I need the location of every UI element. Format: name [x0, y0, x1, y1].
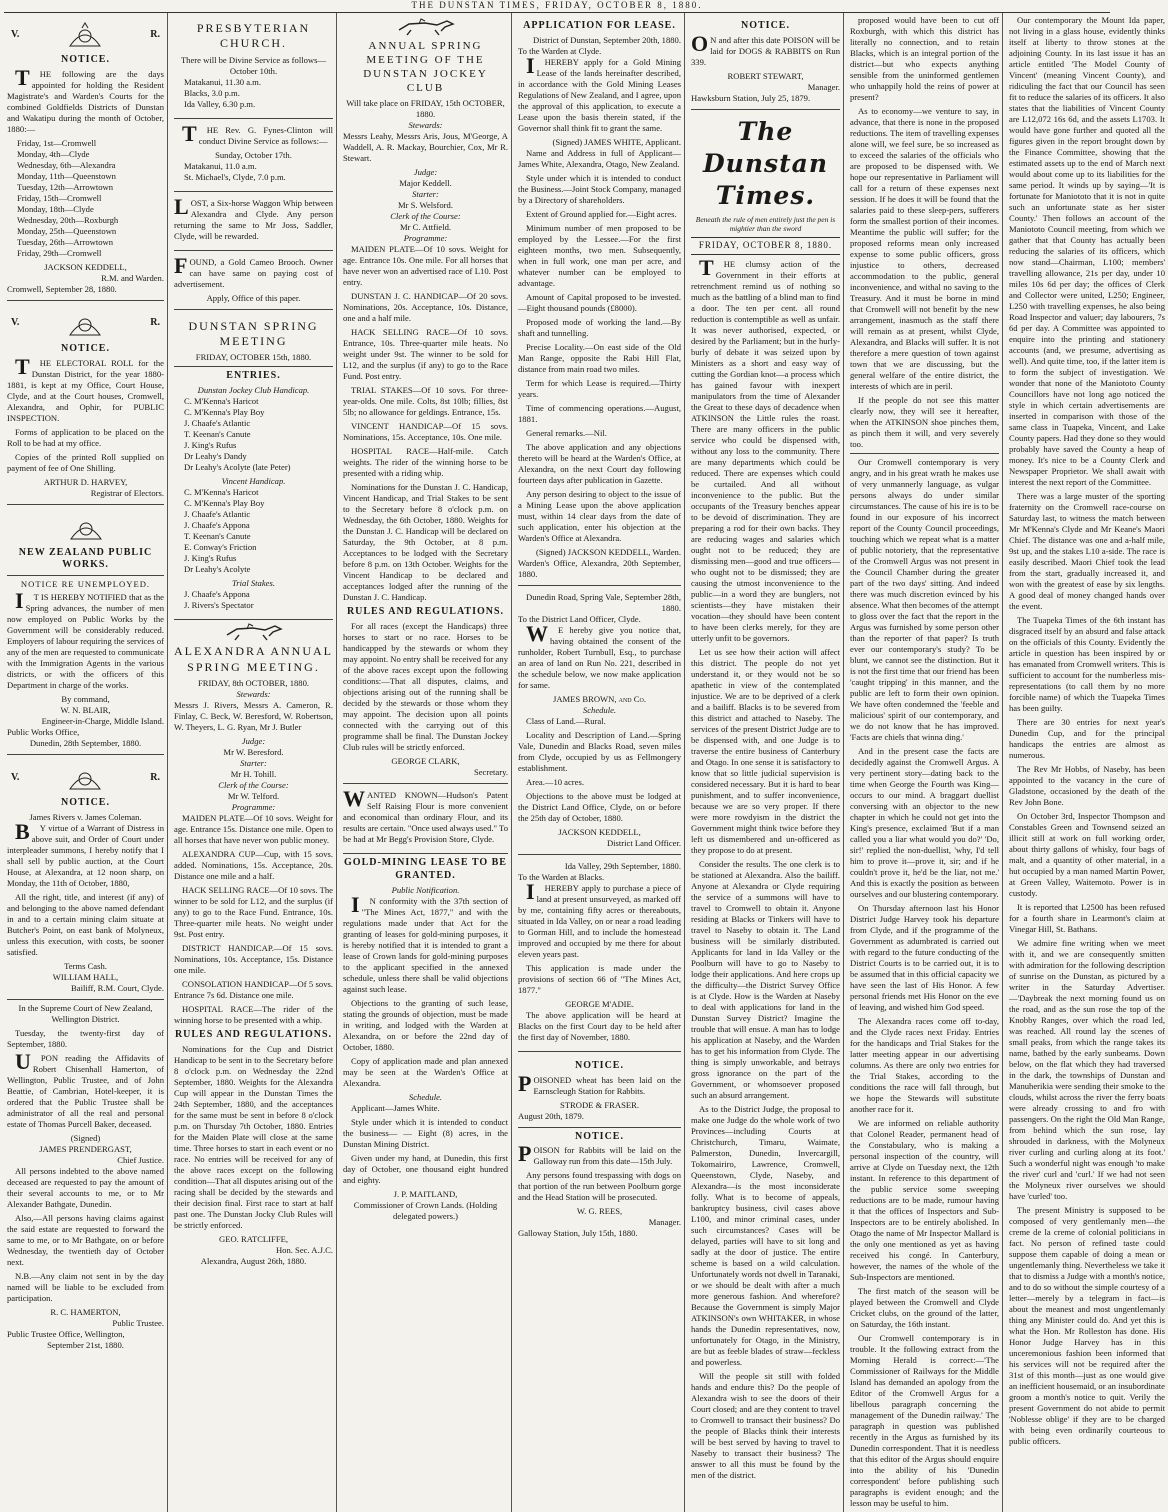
notice-body: Forms of application to be placed on the Roll to be had at my office.: [7, 426, 164, 448]
notice-subheading: NOTICE RE UNEMPLOYED.: [20, 579, 151, 590]
signed: (Signed): [70, 1132, 101, 1143]
royal-arms-icon: [64, 309, 106, 339]
starter-name: Mr H. Tohill.: [230, 768, 277, 779]
news-paragraph: There are 30 entries for next year's Dunedin Cup, and for the principal handicaps the entries are almost as numerous.: [1009, 717, 1165, 760]
notice-body: Precise Locality.—On east side of the Old Man Range, opposite the Rabi Hill Flat, distance from main road two miles.: [518, 341, 681, 374]
notice-heading: APPLICATION FOR LEASE.: [523, 20, 676, 31]
judge-name: Major Keddell.: [399, 178, 452, 189]
race: TRIAL STAKES—Of 10 sovs. For three-year-olds. One mile. Colts, 8st 10lb; fillies, 8st 5lb; no allowance for geldings. Entrance, 15s.: [343, 385, 508, 418]
race: CONSOLATION HANDICAP—Of 5 sovs. Entrance 7s 6d. Distance one mile.: [174, 978, 333, 1000]
signer-title: Commissioner of Crown Lands. (Holding delegated powers.): [353, 1199, 498, 1221]
signer: JAMES BROWN, and Co.: [552, 693, 646, 704]
signer: W. G. REES,: [576, 1206, 623, 1217]
rules-body: Nominations for the Cup and District Handicap to be sent in to the Secretary before 8 o'clock p.m. on Wednesday the 22nd September, 1880. Weights for the Alexandra Cup will appear in the Dunstan Times the 24th September, 1880, and the acceptances for the same must be sent in before 8 o'clock p.m. on Thursday 7th October, 1880. Entries for the Maiden Plate will close at the same time. Three horses to start in each event or no race. No entries will be received for any of the above races except on the following condition—That all disputes arising out of the racing shall be decided by the stewards and their decision final. First race to start at half past one. The Dunstan Jocky Club Rules will be strictly enforced.: [174, 1043, 333, 1230]
entry: J. Chaafe's Atlantic: [184, 509, 251, 520]
motto: Beneath the rule of men entirely just the pen is mightier than the sword: [695, 214, 836, 234]
column-1: [4, 13, 168, 1512]
editorial-paragraph: Will the people sit still with folded hands and endure this? Do the people of Alexandra wish to see the doors of their Court closed; and are they content to travel to Cromwell to transact their business? Do the people of Blacks think their interests will be best served by having to travel to Naseby to transact their business? The answer to all this must be found by the men of the district.: [691, 1370, 840, 1480]
news-paragraph: The first match of the season will be played between the Cromwell and Clyde Cricket clubs, on the ground of the latter, on Saturday, the 16th instant.: [850, 1286, 999, 1329]
addressee: To the District Land Officer, Clyde.: [518, 613, 641, 624]
royal-arms-icon: [64, 20, 106, 50]
entry: Dr Leahy's Dandy: [184, 451, 247, 462]
judge-name: Mr W. Beresford.: [223, 746, 284, 757]
service-time: Blacks, 3.0 p.m.: [184, 87, 240, 98]
entries-heading: ENTRIES.: [226, 370, 281, 382]
ad-body: FOUND, a Gold Cameo Brooch. Owner can have same on paying cost of advertisement.: [174, 252, 333, 289]
entry: C. M'Kenna's Haricot: [184, 487, 259, 498]
notice-body: ON and after this date POISON will be laid for DOGS & RABBITS on Run 339.: [691, 30, 840, 67]
column-4: [515, 13, 685, 1512]
terms: Terms Cash.: [64, 960, 107, 971]
notice-galloway: [518, 1131, 681, 1240]
notice-supreme-court: [7, 1003, 164, 1351]
news-paragraph: The present Ministry is supposed to be composed of very gentlemanly men—the creme de la creme of colonial politicians in fact. No person of refined taste could suppose them capable of doing a mean or ungentlemanly thing. Nevertheless we take it that to dismiss a Judge with a month's notice, and to do so without the simple courtesy of a letter—merely by a telegram in fact—is about the meanest and most ungentlemanly thing any Minister could do. And yet this is what the Hon. Mr Rolleston has done. His Honor Judge Harvey has in this unceremonious fashion been informed that his services will not be required after the 31st of this month—just as one would give an inefficient housemaid, or an insubordinate groom a month's notice to quit. Verily the present Government do not abide to permit 'Noblesse oblige' if they are to be charged with being even ordinarily courteous to public officers.: [1009, 1205, 1165, 1446]
schedule-label: Schedule.: [408, 1091, 443, 1102]
notice-body: Class of Land.—Rural.: [526, 715, 606, 726]
news-paragraph: We admire fine writing when we meet with it, and we are consequently smitten with admiration for the following description of sunrise on the Dunstan, as pictured by a writer in the Saturday Advertiser.—'Daybreak the next morning found us on the road, and as the sun rose the top of the Knobby Ranges, over which the road led, was reached. All round lay the scenes of small peaks, from which the range takes its name, bathed by the early sunbeams. Down below, on the flat which they had traversed in the dark, the townships of Dunstan and Manuherikia were sending their smoke to the clouds, whilst across the river the ferry boats were already crossing to and fro with passengers. On the right the Old Man Range, from behind which the sun rose, lay shrouded in darkness, with the Molyneux river curling and curling along at its foot.' Such a wonderful night was enough 'to make the river' curl and 'curl.' If we had not seen the Molyneux river ourselves we should have 'curled' too.: [1009, 938, 1165, 1201]
ad-date: FRIDAY, OCTOBER 15th, 1880.: [195, 352, 312, 363]
notice-ida-valley: [518, 858, 681, 1052]
royal-crest: V. R.: [7, 307, 164, 341]
programme-label: Programme:: [231, 801, 276, 812]
court-date: Monday, 11th—Queenstown: [17, 170, 116, 181]
notice-body: Copy of application made and plan annexed may be seen at the Warden's Office at Alexandra.: [343, 1055, 508, 1088]
rules-heading: RULES AND REGULATIONS.: [346, 606, 505, 618]
dated: September 21st, 1880.: [47, 1339, 124, 1350]
ad-heading: DUNSTAN SPRING MEETING: [188, 318, 319, 349]
notice-body: IN conformity with the 37th section of "The Mines Act, 1877," and with the regulations made under that Act for the granting of leases for gold-mining purposes, it is hereby notified that it is intended to grant a lease of Crown lands for gold-mining purposes to the applicant specified in the annexed schedule, unless there shall be valid objections against such lease.: [343, 891, 508, 994]
news-paragraph: The Alexandra races come off to-day, and the Clyde races next Friday. Entries for the handicaps and Trial Stakes for the latter meeting appear in our advertising columns. As there are only two entries for the Trial Stakes, according to the conditions the race will fall through, but we hope the Stewards will substitute another race for it.: [850, 1016, 999, 1114]
notice-heading: NOTICE.: [61, 797, 110, 809]
starter-name: Mr S. Welsford.: [397, 200, 453, 211]
editorial: [691, 254, 840, 1481]
race: ALEXANDRA CUP—Cup, with 15 sovs. added. Nominations, 15s. Acceptance, 20s. Distance one mile and a half.: [174, 848, 333, 881]
editorial-paragraph: Let us see how their action will affect this district. The people do not yet understand it, or they would not be so apathetic in view of the contemplated injustice. We are to be deprived of a clerk and a bailiff. Blacks is to be severed from this district and attached to Naseby. The services of the present District Judge are to be dispensed with, and one Judge is to traverse the entire business of Canterbury and Otago. In one sense it is satisfactory to know that so little judicial supervision is considered necessary. But it is hard to bear punishment, and to suffer inconvenience, because we are so very proper. If there were more rowdyism in the district the Government might think twice before they left us dismembered and un-officered as they propose to do at present.: [691, 646, 840, 855]
signer-title: District Land Officer.: [606, 837, 681, 848]
notice-body: UPON reading the Affidavits of Robert Chisenhall Hamerton, of Wellington, Public Trustee, and of John Beattie, of Cambrian, Hotel-keeper, it is ordered that the Public Trustee shall be administrator of all the real and personal estate of Thomas Purcell Baker, deceased.: [7, 1048, 164, 1129]
ad-apply: Apply, Office of this paper.: [206, 292, 301, 303]
signer: GEO. RATCLIFFE,: [219, 1233, 288, 1244]
racehorse-icon: [391, 18, 461, 36]
ad-fynes-clinton: [174, 122, 333, 192]
ad-date: Sunday, October 17th.: [215, 149, 292, 160]
court-date: Tuesday, the twenty-first day of September, 1880.: [7, 1027, 164, 1049]
notice-body: POISON for Rabbits will be laid on the Galloway run from this date—15th July.: [518, 1141, 681, 1167]
ad-heading: PRESBYTERIAN CHURCH.: [196, 21, 311, 51]
judge-label: Judge:: [413, 167, 438, 178]
column-3: [340, 13, 512, 1512]
place: Ida Valley, 29th September, 1880.: [564, 860, 681, 871]
service-time: St. Michael's, Clyde, 7.0 p.m.: [184, 171, 286, 182]
stewards-list: Messrs J. Rivers, Messrs A. Cameron, R. Finlay, C. Beck, W. Beresford, W. Robertson, W. Theyers, L. G. Ryan, Mr J. Butler: [174, 699, 333, 732]
dated: Cromwell, September 28, 1880.: [7, 283, 117, 294]
stewards-list: Messrs Leahy, Messrs Aris, Jous, M'George, A Waddell, A. R. Mackay, Bourchier, Cox, Mr R. Stewart.: [343, 131, 508, 164]
notice-body: Time of commencing operations.—August, 1881.: [518, 402, 681, 424]
notice-public-works: [7, 508, 164, 756]
by-command: By command,: [61, 694, 110, 705]
starter-label: Starter:: [412, 189, 439, 200]
ad-flour: [343, 787, 508, 854]
notice-body: IT IS HEREBY NOTIFIED that as the Spring advances, the number of men now employed on Public Works by the Government will be considerably reduced. Employers of labour requiring the services of any of the men are requested to communicate with the Immigration Agents in the various districts, or with the officers of this Department in charge of the works.: [7, 588, 164, 691]
clerk-label: Clerk of the Course:: [218, 779, 289, 790]
notice-body: Also,—All persons having claims against the said estate are requested to forward the same to me, or to Mr Bathgate, on or before Wednesday, the twentieth day of October next.: [7, 1212, 164, 1267]
dated: Galloway Station, July 15th, 1880.: [518, 1228, 638, 1239]
royal-crest: [7, 511, 164, 545]
entry: C. M'Kenna's Play Boy: [184, 498, 265, 509]
signer: WILLIAM HALL,: [52, 971, 119, 982]
ad-body: Nominations for the Dunstan J. C. Handicap, Vincent Handicap, and Trial Stakes to be sent to the Secretary before 8 o'clock p.m. on Wednesday, the 6th October, 1880. Weights for the Dunstan J. C. Handicap will be declared on Saturday, the 9th October, at 8 p.m. Acceptances to be lodged with the Secretary before 8 p.m. on 13th October. Weights for the Vincent Handicap to be declared and acceptances lodged after the running of the Dunstan J. C. Handicap.: [343, 482, 508, 603]
dated: Hawksburn Station, July 25, 1879.: [691, 92, 811, 103]
entry: T. Keenan's Canute: [184, 429, 251, 440]
signer: ARTHUR D. HARVEY,: [43, 476, 128, 487]
news-paragraph: On Thursday afternoon last his Honor District Judge Harvey took his departure from Clyde, and if the programme of the Government as adumbrated is carried out with regard to the future conducting of the District Courts is to be carried out, it is to be assumed that in this official capacity we have seen the last of His Honor. A few personal friends met His Honor on the eve of leaving, and wished him God speed.: [850, 903, 999, 1012]
entry: C. M'Kenna's Play Boy: [184, 407, 265, 418]
starter-label: Starter:: [240, 757, 267, 768]
notice-body: Amount of Capital proposed to be invested.—Eight thousand pounds (£8000).: [518, 291, 681, 313]
ad-body: THE Rev. G. Fynes-Clinton will conduct Divine Service as follows:—: [182, 120, 333, 146]
race-name: Vincent Handicap.: [221, 476, 286, 487]
notice-body: All the right, title, and interest (if any) of and belonging to the above named defendant in and to a certain mining claim situate at Butcher's Point, on east bank of Molyneux, unless this execution, with costs, be sooner satisfied.: [7, 891, 164, 957]
notice-body: All persons indebted to the above named deceased are requested to pay the amount of their several accounts to me, or to Mr Alexander Bathgate, Dunedin.: [7, 1165, 164, 1209]
race: DUNSTAN J. C. HANDICAP—Of 20 sovs. Nominations, 20s. Acceptance, 10s. Distance, one and a half mile.: [343, 291, 508, 324]
notice-body: N.B.—Any claim not sent in by the day named will be liable to be excluded from participation.: [7, 1270, 164, 1303]
signer: R. C. HAMERTON,: [50, 1306, 121, 1317]
column-2: [171, 13, 337, 1512]
editorial-paragraph: THE clumsy action of the Government in their efforts at retrenchment remind us of nothing so much as the battling of a blind man to find a door. The ten per cent. all round reduction is contemptible as well as unfair. It was never authorised, expected, or desired by the Parliament; but in the hurly-burly of debate it was seized upon by Ministers as a short and easy way of cutting the Gordian knot—a process which has gained favour with inexpert manipulators from the time of Alexander the Great to these days of decadence when ATKINSON the Little rules the roast. There are many officers in the public service who could be dispensed with, without any loss to the community. There are many departments which could be reduced. There are expenses which could be curtailed. And all without inconvenience to the public. But the occupants of the Treasury benches appear to be devoid of discrimination. They are preparing a rod for their own backs. They are reducing wages and salaries which ought not to be reduced; they are dismissing men—good and true officers—who ought not to be dismissed; they are causing the utmost inconvenience to the public—in a word they are bunglers, not scientists—they have mistaken their vocation—they should have been content to have been clerks merely, for they are utterly unfit to be governors.: [691, 254, 840, 643]
ad-lost: [174, 195, 333, 251]
column-5: [688, 13, 844, 1512]
rules-heading: RULES AND REGULATIONS.: [174, 1028, 333, 1040]
news-paragraph: Our contemporary the Mount Ida paper, not living in a glass house, evidently thinks itself at liberty to throw stones at the adjoining County. In its last issue it has an article entitled 'The Model County of Vincent' (meaning Vincent County), and ridiculing the fact that our Council has seen fit to reduce the salaries of its officers. It also states that the liabilities of Vincent County are L12,072 16s 6d, and the assets L1703. It would have gone further and quoted all the figures given in the report brought down by the Finance Committee, showing that the estimated assets up to the end of March next would about come up to its liabilities for the same period. It winds up by saying—'It is fortunate for Maniototo that it is not in quite such an unfortunate state as her sister County.' Then follows an account of the Maniototo Council meeting, from which we gather that that County has actually been reducing the salaries of its officers, which now stand—Chairman, L100; members' travelling allowance, 21s per day, under 10 miles 10s 6d per day; the offices of Clerk and Collector were united, L250; Engineer, L250 with travelling expenses, he also being Road Inspector and valuer; day labourers, 7s 6d per day. A Committee was appointed to enquire into the printing and stationery accounts (and, we presume, advertising as well). And quite time, too, if the latter item is to form the subject of investigation. We wonder that none of the Maniototo County Councillors have not long ago noticed the style in which certain advertisements are inserted in comparison with those of the same class in Tuapeka, Vincent, and Lake County papers. Had they done so they would probably have saved the County a heap of money. It's nice to be a County Clerk and Newspaper Proprietor. We shall await with interest the next report of the Committee.: [1009, 15, 1165, 487]
racehorse-icon: [219, 623, 289, 641]
notice-body: The above application and any objections thereto will be heard at the Warden's Office, at Alexandra, on the next Court day following fourteen days after publication in Gazette.: [518, 441, 681, 485]
news-paragraph: proposed would have been to cut off Roxburgh, with which this district has literally no connection, and to retain Blacks, which is an integral portion of the district—but who expects anything sensible from the uninformed gentlemen who unhappily hold the reins of power at present?: [850, 15, 999, 102]
notice-body: Extent of Ground applied for.—Eight acres.: [526, 208, 677, 219]
signer: W. N. BLAIR,: [60, 705, 111, 716]
race: DISTRICT HANDICAP.—Of 15 sovs. Nominations, 10s. Acceptance, 15s. Distance one mile.: [174, 942, 333, 975]
court-name: In the Supreme Court of New Zealand, Wellington District.: [18, 1002, 153, 1024]
notice-body: The above application will be heard at Blacks on the first Court day to be held after the first day of November, 1880.: [518, 1009, 681, 1042]
notice-body: WE hereby give you notice that, having obtained the consent of the runholder, Robert Turnbull, Esq., to purchase an area of land on Run No. 221, described in the schedule below, we now make application for same.: [518, 620, 681, 690]
service-time: Matakanui, 11.0 a.m.: [184, 160, 257, 171]
notice-body: Proposed mode of working the land.—By shaft and tunnelling.: [518, 316, 681, 338]
ad-date: October 10th.: [229, 65, 278, 76]
dated: Dunedin, 28th September, 1880.: [29, 738, 142, 749]
signer-title: Bailiff, R.M. Court, Clyde.: [71, 982, 164, 993]
editorial-paragraph: As to the District Judge, the proposal to make one Judge do the whole work of two Provinces—including Courts at Christchurch, Timaru, Waimate, Palmerston, Dunedin, Invercargill, Tokomairiro, Lawrence, Cromwell, Queenstown, Clyde, Naseby, and Alexandra—is the most inconsiderate folly. What is to become of appeals, bankruptcy business, civil cases above L100, and minor criminal cases, under such circumstances? Cases will be delayed, parties will have to sit long and sadly at the door of justice. The entire scheme is based on a wild calculation. Unfortunately words not dwell in Taranaki, or we should be dealt with after a much more generous fashion. And wherefore? Because the Government is simply Major ATKINSON's own WHITAKER, in whose hands the Dunedin representatives, now, unfortunately for Otago, in the Ministry, are but as feeble blades of straw—feckless and powerless.: [691, 1103, 840, 1367]
judge-label: Judge:: [241, 735, 266, 746]
race: MAIDEN PLATE—Of 10 sovs. Weight for age. Entrance 10s. One mile. For all horses that have never won an advertised race of L10. Post entry.: [343, 244, 508, 288]
ad-jockey-club: [343, 15, 508, 784]
court-date: Monday, 25th—Queenstown: [17, 225, 117, 236]
dated: August 20th, 1879.: [518, 1110, 584, 1121]
royal-crest: V. R.: [7, 761, 164, 795]
signer: J. P. MAITLAND,: [393, 1188, 458, 1199]
news-paragraph: The Rev Mr Hobbs, of Naseby, has been appointed to the vacancy in the cure of Gladstone, occasioned by the death of the Rev John Bone.: [1009, 764, 1165, 807]
stewards-label: Stewards:: [236, 688, 271, 699]
notice-subheading: Public Notification.: [391, 884, 460, 895]
race-name: Trial Stakes.: [232, 578, 275, 589]
notice-body: IHEREBY apply to purchase a piece of land at present unsurveyed, as marked off by me, containing fifty acres or thereabouts, situated in Ida Valley, on or near a road leading to Gorman Hill, and to include the homestead improved and occupied by me there for about eleven years past.: [518, 878, 681, 959]
nameplate: The Dunstan Times.: [702, 116, 829, 210]
clerk-name: Mr W. Telford.: [227, 790, 280, 801]
ad-heading: ANNUAL SPRING MEETING OF THE DUNSTAN JOCKEY CLUB: [363, 40, 488, 95]
ad-date: FRIDAY, 8th OCTOBER, 1880.: [197, 677, 310, 688]
news-paragraph: And in the present case the facts are decidedly against the Cromwell Argus. A very pertinent story—dating back to the time when George the Fourth was King—occurs to our mind. A braggart duellist conversing with an objector to the new chapter in which he could not get into the King's presence, exclaimed 'But if a man called you a liar what would you do?' 'Do, sir!' replied the non-duellist, 'why, I'd tell him to prove it—prove it, sir; and if he couldn't prove it, he'd be the liar, not me.' And this is exactly the position as between ourselves and our blustering contemporary.: [850, 746, 999, 899]
notice-body: THE following are the days appointed for holding the Resident Magistrate's and Warden's Courts for the combined Goldfields Districts of Dunstan and Wakatipu during the month of October, 1880:—: [7, 64, 164, 134]
notice-body: Objections to the granting of such lease, stating the grounds of objection, must be made in writing, and lodged with the Warden at Alexandra, on or before the 22nd day of October, 1880.: [343, 997, 508, 1052]
race: HACK SELLING RACE—Of 10 sovs. The winner to be sold for L12, and the surplus (if any) to go to the Race Fund. Entrance, 10s. Three-quarter mile heats. No weight under 9st. Post entry.: [174, 884, 333, 939]
notice-application-lease: [518, 15, 681, 586]
signer-title: R.M. and Warden.: [101, 272, 164, 283]
signer-title: Manager.: [648, 1217, 681, 1228]
entry: J. King's Rufus: [184, 553, 237, 564]
addressee: To the Warden at Blacks.: [518, 871, 605, 882]
signer-title: Secretary.: [473, 767, 508, 778]
notice-heading: NOTICE.: [61, 342, 110, 354]
notice-heading: GOLD-MINING LEASE TO BE GRANTED.: [344, 857, 507, 881]
news-paragraph: Our Cromwell contemporary is very angry, and in his great wrath he makes use of very unmannerly language, as vulgar persons always do under similar circumstances. The cause of his ire is to be found in our exposure of his incorrect report of the County Council proceedings, touching which we repeat what is a matter of public notoriety, that the representative of the Cromwell Argus was not present in the Council Chamber during the greater part of the two days' sitting. And indeed there was much discretion evinced by his absence. What then becomes of the attempt to gloss over the fact that the report in the Argus was furnished by some person other than the reporter of that paper? Is truth ever our contemporary's study? To be blunt, we cannot see the distinction. But it is not the first time that our friend has been 'caught tripping' in this manner, and the public are left to form their own opinion. We have often condemned the 'feeble and malicious' spirit of our contemporary, and we do not know that he has improved. 'Facts are chiels that winna ding.': [850, 457, 999, 742]
entry: J. Chaafe's Appona: [184, 520, 250, 531]
signed: (Signed) JACKSON KEDDELL, Warden.: [536, 546, 681, 557]
signer: STRODE & FRASER.: [559, 1099, 640, 1110]
entry: J. Rivers's Spectator: [184, 600, 254, 611]
news-paragraph: There was a large muster of the sporting fraternity on the Cromwell race-course on Saturday last, to witness the match between Mr M'Kenna's Clyde and Mr Keane's Maori Chief. The distance was one and a-half mile, 9st up, and the stakes L10 a-side. The race is easily described. Maori Chief took the lead from the start, gradually increased it, and won with the greatest of ease by six lengths. A good deal of money changed hands over the event.: [1009, 491, 1165, 611]
signer: JACKSON KEDDELL,: [44, 261, 127, 272]
schedule-label: Schedule.: [582, 704, 617, 715]
signer-title: Engineer-in-Charge, Middle Island.: [41, 716, 164, 727]
news-paragraph: The Tuapeka Times of the 6th instant has disgraced itself by an absurd and false attack on the officials of this County. Evidently the article in question has been inspired by or has emanated from Cromwell writers. This is sufficient to account for the numberless mis-representations (to call them by no more forcible name) of which the Tuapeka Times has been guilty.: [1009, 615, 1165, 713]
ad-presbyterian: [174, 15, 333, 119]
entry: C. M'Kenna's Haricot: [184, 396, 259, 407]
notice-body: Term for which Lease is required.—Thirty years.: [518, 377, 681, 399]
notice-body: Style under which it is intended to conduct the Business.—Joint Stock Company, managed by a Directory of shareholders.: [518, 172, 681, 205]
race-name: Dunstan Jockey Club Handicap.: [197, 385, 310, 396]
court-date: Monday, 4th—Clyde: [17, 148, 90, 159]
court-dates-list: [7, 138, 164, 259]
ad-intro: There will be Divine Service as follows—: [180, 54, 327, 65]
notice-gold-lease: [343, 857, 508, 1222]
court-date: Wednesday, 6th—Alexandra: [17, 159, 116, 170]
entry: J. Chaafe's Appona: [184, 589, 250, 600]
notice-body: Given under my hand, at Dunedin, this first day of October, one thousand eight hundred and eighty.: [343, 1152, 508, 1185]
masthead: THE DUNSTAN TIMES, FRIDAY, OCTOBER 8, 1880.: [411, 0, 703, 10]
notice-body: Minimum number of men proposed to be employed by the Lessee.—For the first eighteen months, two men. Subsequently, when in full work, one man per acre, and whatever number can be employed to advantage.: [518, 222, 681, 288]
signer-title: Manager.: [807, 81, 840, 92]
notice-poisoned-wheat: [518, 1055, 681, 1128]
entry: T. Keenan's Canute: [184, 531, 251, 542]
notice-heading: NOTICE.: [575, 1130, 624, 1142]
notice-body: Copies of the printed Roll supplied on payment of fee of One Shilling.: [7, 451, 164, 473]
notice-body: Locality and Description of Land.—Spring Vale, Dunedin and Blacks Road, seven miles from Clyde, occupied by us as Fellmongery establishment.: [518, 729, 681, 773]
court-date: Friday, 29th—Cromwell: [17, 247, 102, 258]
signer: JAMES PRENDERGAST,: [39, 1143, 132, 1154]
race: HOSPITAL RACE—The rider of the winning horse to be presented with a whip.: [174, 1003, 333, 1025]
dated: Warden's Office, Alexandra, 20th September, 1880.: [518, 557, 681, 579]
signer: GEORGE M'ADIE.: [565, 998, 634, 1009]
newspaper-page: [4, 12, 1165, 1508]
ad-found: [174, 254, 333, 310]
notice-body: THE ELECTORAL ROLL for the Dunstan District, for the year 1880-1881, is kept at my Office, Court House, Clyde, and at the Court houses, Cromwell, Alexandra, and Ophir, for PUBLIC INSPECTION.: [7, 353, 164, 423]
addressee: To the Warden at Clyde.: [518, 45, 602, 56]
court-date: Friday, 1st—Cromwell: [17, 137, 97, 148]
signer: JACKSON KEDDELL,: [558, 826, 641, 837]
notice-heading: NOTICE.: [575, 1059, 624, 1071]
notice-body: Any person desiring to object to the issue of a Mining Lease upon the above application must, within 14 clear days from the date of such application, enter his objection at the Warden's Office at Alexandra.: [518, 488, 681, 543]
ad-dunstan-entries: [174, 313, 333, 621]
editorial-dateline: FRIDAY, OCTOBER 8, 1880.: [691, 237, 840, 255]
notice-body: IHEREBY apply for a Gold Mining Lease of the lands hereinafter described, in accordance with the Gold Mining Leases Regulations of New Zealand, and I agree, upon the approval of this application, to execute a Lease upon the basis therein stated, if the Governor shall think fit to grant the same.: [518, 52, 681, 133]
notice-heading: NEW ZEALAND PUBLIC WORKS.: [18, 546, 153, 571]
programme-label: Programme:: [403, 233, 448, 244]
dated: Alexandra, August 26th, 1880.: [200, 1255, 307, 1266]
stewards-label: Stewards:: [408, 120, 443, 131]
notice-body: This application is made under the provisions of section 66 of "The Mines Act, 1877.": [518, 962, 681, 995]
office: Public Trustee Office, Wellington,: [7, 1328, 125, 1339]
news-paragraph: As to economy—we venture to say, in advance, that there is none in the proposed reductions. The item of travelling expenses alone will, we feel sure, be so increased as to exceed the salaries of the officials who are proposed to be dispensed with. We hope our representative in Parliament will call for a return of these expenses next session. If he does it will be found that the salaries paid to these sleep-pers, sufferers form the smallest portion of their incomes. Meantime the public will suffer; for the proposed reforms mean only increased expense to some public officers, gross injustice to others, decreased accommodation to the public, general inconvenience, and withal no saving to the Treasury. And it must be borne in mind that Cromwell will not benefit by the new arrangement, inasmuch as the staff there will remain as at present, whilst Clyde, Alexandra, and Blacks will suffer. It is not therefore a mere question of town against town that we are discussing, but the general welfare of the entire district, the interests of which are in peril.: [850, 106, 999, 391]
court-date: Tuesday, 12th—Arrowtown: [17, 181, 114, 192]
signer: GEORGE CLARK,: [391, 756, 460, 767]
notice-land-purchase: [518, 589, 681, 855]
ad-body: LOST, a Six-horse Waggon Whip between Alexandra and Clyde. Any person returning the same to Mr Joss, Saddler, Clyde, will be rewarded.: [174, 193, 333, 241]
clerk-name: Mr C. Attfield.: [399, 222, 452, 233]
notice-body: Name and Address in full of Applicant—James White, Alexandra, Otago, New Zealand.: [518, 147, 681, 169]
column-6: [847, 13, 1003, 1512]
entry: E. Conway's Friction: [184, 542, 257, 553]
entry: J. Chaafe's Atlantic: [184, 418, 251, 429]
notice-body: Style under which it is intended to conduct the business— — Eight (8) acres, in the Dunstan Mining District.: [343, 1116, 508, 1149]
signer-title: Public Trustee.: [112, 1317, 164, 1328]
notice-body: Objections to the above must be lodged at the District Land Office, Clyde, on or before the 25th day of October, 1880.: [518, 790, 681, 823]
ad-date: Will take place on FRIDAY, 15th OCTOBER, 1880.: [346, 98, 505, 120]
entry: J. King's Rufus: [184, 440, 237, 451]
race: VINCENT HANDICAP—Of 15 sovs. Nominations, 15s. Acceptance, 10s. One mile.: [343, 421, 508, 443]
ad-body: WANTED KNOWN—Hudson's Patent Self Raising Flour is more convenient and economical than ordinary Flour, and its results are certain. "Once used always used." To be had at Mr Begg's Provision Store, Clyde.: [343, 786, 508, 845]
ad-alexandra-meeting: [174, 623, 333, 1267]
court-date: Friday, 15th—Cromwell: [17, 192, 102, 203]
royal-arms-icon: [64, 763, 106, 793]
notice-hawksburn: [691, 15, 840, 110]
court-date: Monday, 18th—Clyde: [17, 203, 94, 214]
notice-body: General remarks.—Nil.: [526, 427, 607, 438]
signer-title: Chief Justice.: [117, 1154, 164, 1165]
race: HOSPITAL RACE—Half-mile. Catch weights. The rider of the winning horse to be presented with a riding whip.: [343, 446, 508, 479]
news-paragraph: On October 3rd, Inspector Thompson and Constables Green and Townsend seized an illicit still at work on full working order, about thirty gallons of whisky, four bags of malt, and a quantity of other material, in a hut occupied by a man named Martin Power, at Green Valley, Waitemoto. Power is in custody.: [1009, 811, 1165, 898]
news-paragraph: Our Cromwell contemporary is in trouble. It the following extract from the Morning Herald is correct:—'The Commissioner of Railways for the Middle Island has demanded an apology from the Editor of the Cromwell Argus for a libellous paragraph concerning the management of the Dunedin railway.' The paragraph in question was published recently in the Argus as furnished by its Dunedin correspondent. That it is needless that this editor of the Argus should enquire into the ability of his 'Dunedin correspondent' before publishing such paragraphs is evident enough; and the lesson may be useful to him.: [850, 1333, 999, 1508]
signer-title: Hon. Sec. A.J.C.: [275, 1244, 333, 1255]
news-paragraph: It is reported that L2500 has been refused for a fourth share in Learmont's claim at Vinegar Hill, St. Bathans.: [1009, 902, 1165, 934]
notice-body: BY virtue of a Warrant of Distress in above suit, and Order of Court under interpleader summons, I hereby notify that I shall sell by public auction, at the Court House, at Alexandra, at 12 noon sharp, on Monday, the 11th of October, 1880,: [7, 818, 164, 888]
court-date: Wednesday, 20th—Roxburgh: [17, 214, 119, 225]
notice-body: Applicant—James White.: [351, 1102, 440, 1113]
service-time: Ida Valley, 6.30 p.m.: [184, 98, 256, 109]
service-time: Matakanui, 11.30 a.m.: [184, 76, 262, 87]
rules-body: For all races (except the Handicaps) three horses to start or no race. Horses to be handicapped by the stewards or whom they may appoint. No entry shall be received for any of the above races except upon the following conditions:—That all disputes, claims, and objections arising out of the running shall be decided by the stewards or those whom they may appoint. The decision upon all points connected with the carrying out of this programme shall be final. The Dunstan Jockey Club rules will be strictly enforced.: [343, 621, 508, 753]
royal-crest: V. R.: [7, 18, 164, 52]
case-title: James Rivers v. James Coleman.: [29, 811, 142, 822]
notice-distress-sale: [7, 758, 164, 1000]
ad-heading: ALEXANDRA ANNUAL SPRING MEETING.: [174, 644, 333, 674]
notice-heading: NOTICE.: [61, 54, 110, 65]
notice-court-days: [7, 15, 164, 301]
notice-heading: NOTICE.: [741, 20, 790, 31]
notice-body: Any persons found trespassing with dogs on that portion of the run between Poolburn gorge and the Head Station will be prosecuted.: [518, 1170, 681, 1203]
entry: Dr Leahy's Acolyte: [184, 564, 251, 575]
column-7: [1006, 13, 1168, 1512]
signer: ROBERT STEWART,: [727, 70, 804, 81]
race: HACK SELLING RACE—Of 10 sovs. Entrance, 10s. Three-quarter mile heats. No weight under 9st. The winner to be sold for L12, and the surplus (if any) to go to the Race Fund. Post entry.: [343, 327, 508, 382]
signer-title: Registrar of Electors.: [90, 487, 164, 498]
district: District of Dunstan, September 20th, 1880.: [533, 34, 681, 45]
clerk-label: Clerk of the Course:: [390, 211, 461, 222]
royal-arms-icon: [65, 513, 107, 543]
editorial-paragraph: Consider the results. The one clerk is to be stationed at Alexandra. Also the bailiff. Anyone at Alexandra or Clyde requiring the service of a summons will have to travel to Cromwell to obtain it. Anyone residing at Blacks or Tinkers will have to travel to Naseby to obtain it. The Land business will be similarly distributed. Applicants for land in Ida Valley or the Poolburn will have to go to Naseby to lodge their applications. And here crops up the difficulty—the District Survey Office is at Clyde. How is the Warden at Naseby to deal with applications for land in the Dunstan Survey District? Imagine the trouble that will ensue. A man has to lodge his application at Naseby, and the Warden has to get his information from Clyde. The thing is simply unworkable, and betrays gross ignorance on the part of the Government, or whomsoever proposed such an absurd arrangement.: [691, 858, 840, 1100]
entry: Dr Leahy's Acolyte (late Peter): [184, 462, 291, 473]
news-paragraph: We are informed on reliable authority that Colonel Reader, permanent head of the Constabulary, who is making a personal inspection of the country, will arrive at Clyde on Tuesday next, the 12th instant. In reference to this department of the public service some sweeping reductions are to be made, rumour having it that the offices of Inspectors and Sub-Inspectors are to be entirely abolished. In Otago the name of Mr Inspector Mallard is the only one mentioned as yet as having received his congé. In Canterbury, however, the names of the whole of the Sub-Inspectors are mentioned.: [850, 1118, 999, 1282]
office: Public Works Office,: [7, 727, 80, 738]
notice-electoral-roll: [7, 304, 164, 505]
race: MAIDEN PLATE—Of 10 sovs. Weight for age. Entrance 15s. Distance one mile. Open to all horses that have never won public money.: [174, 812, 333, 845]
court-date: Tuesday, 26th—Arrowtown: [17, 236, 114, 247]
place: Dunedin Road, Spring Vale, September 28th, 1880.: [526, 591, 681, 613]
signed: (Signed) JAMES WHITE, Applicant.: [552, 136, 681, 147]
news-paragraph: If the people do not see this matter clearly now, they will see it hereafter, when the ATKINSON shoe pinches them, as pinch them it will, and very severely too.: [850, 395, 999, 449]
notice-body: Area.—10 acres.: [526, 776, 584, 787]
notice-body: POISONED wheat has been laid on the Earnscleugh Station for Rabbits.: [518, 1070, 681, 1096]
